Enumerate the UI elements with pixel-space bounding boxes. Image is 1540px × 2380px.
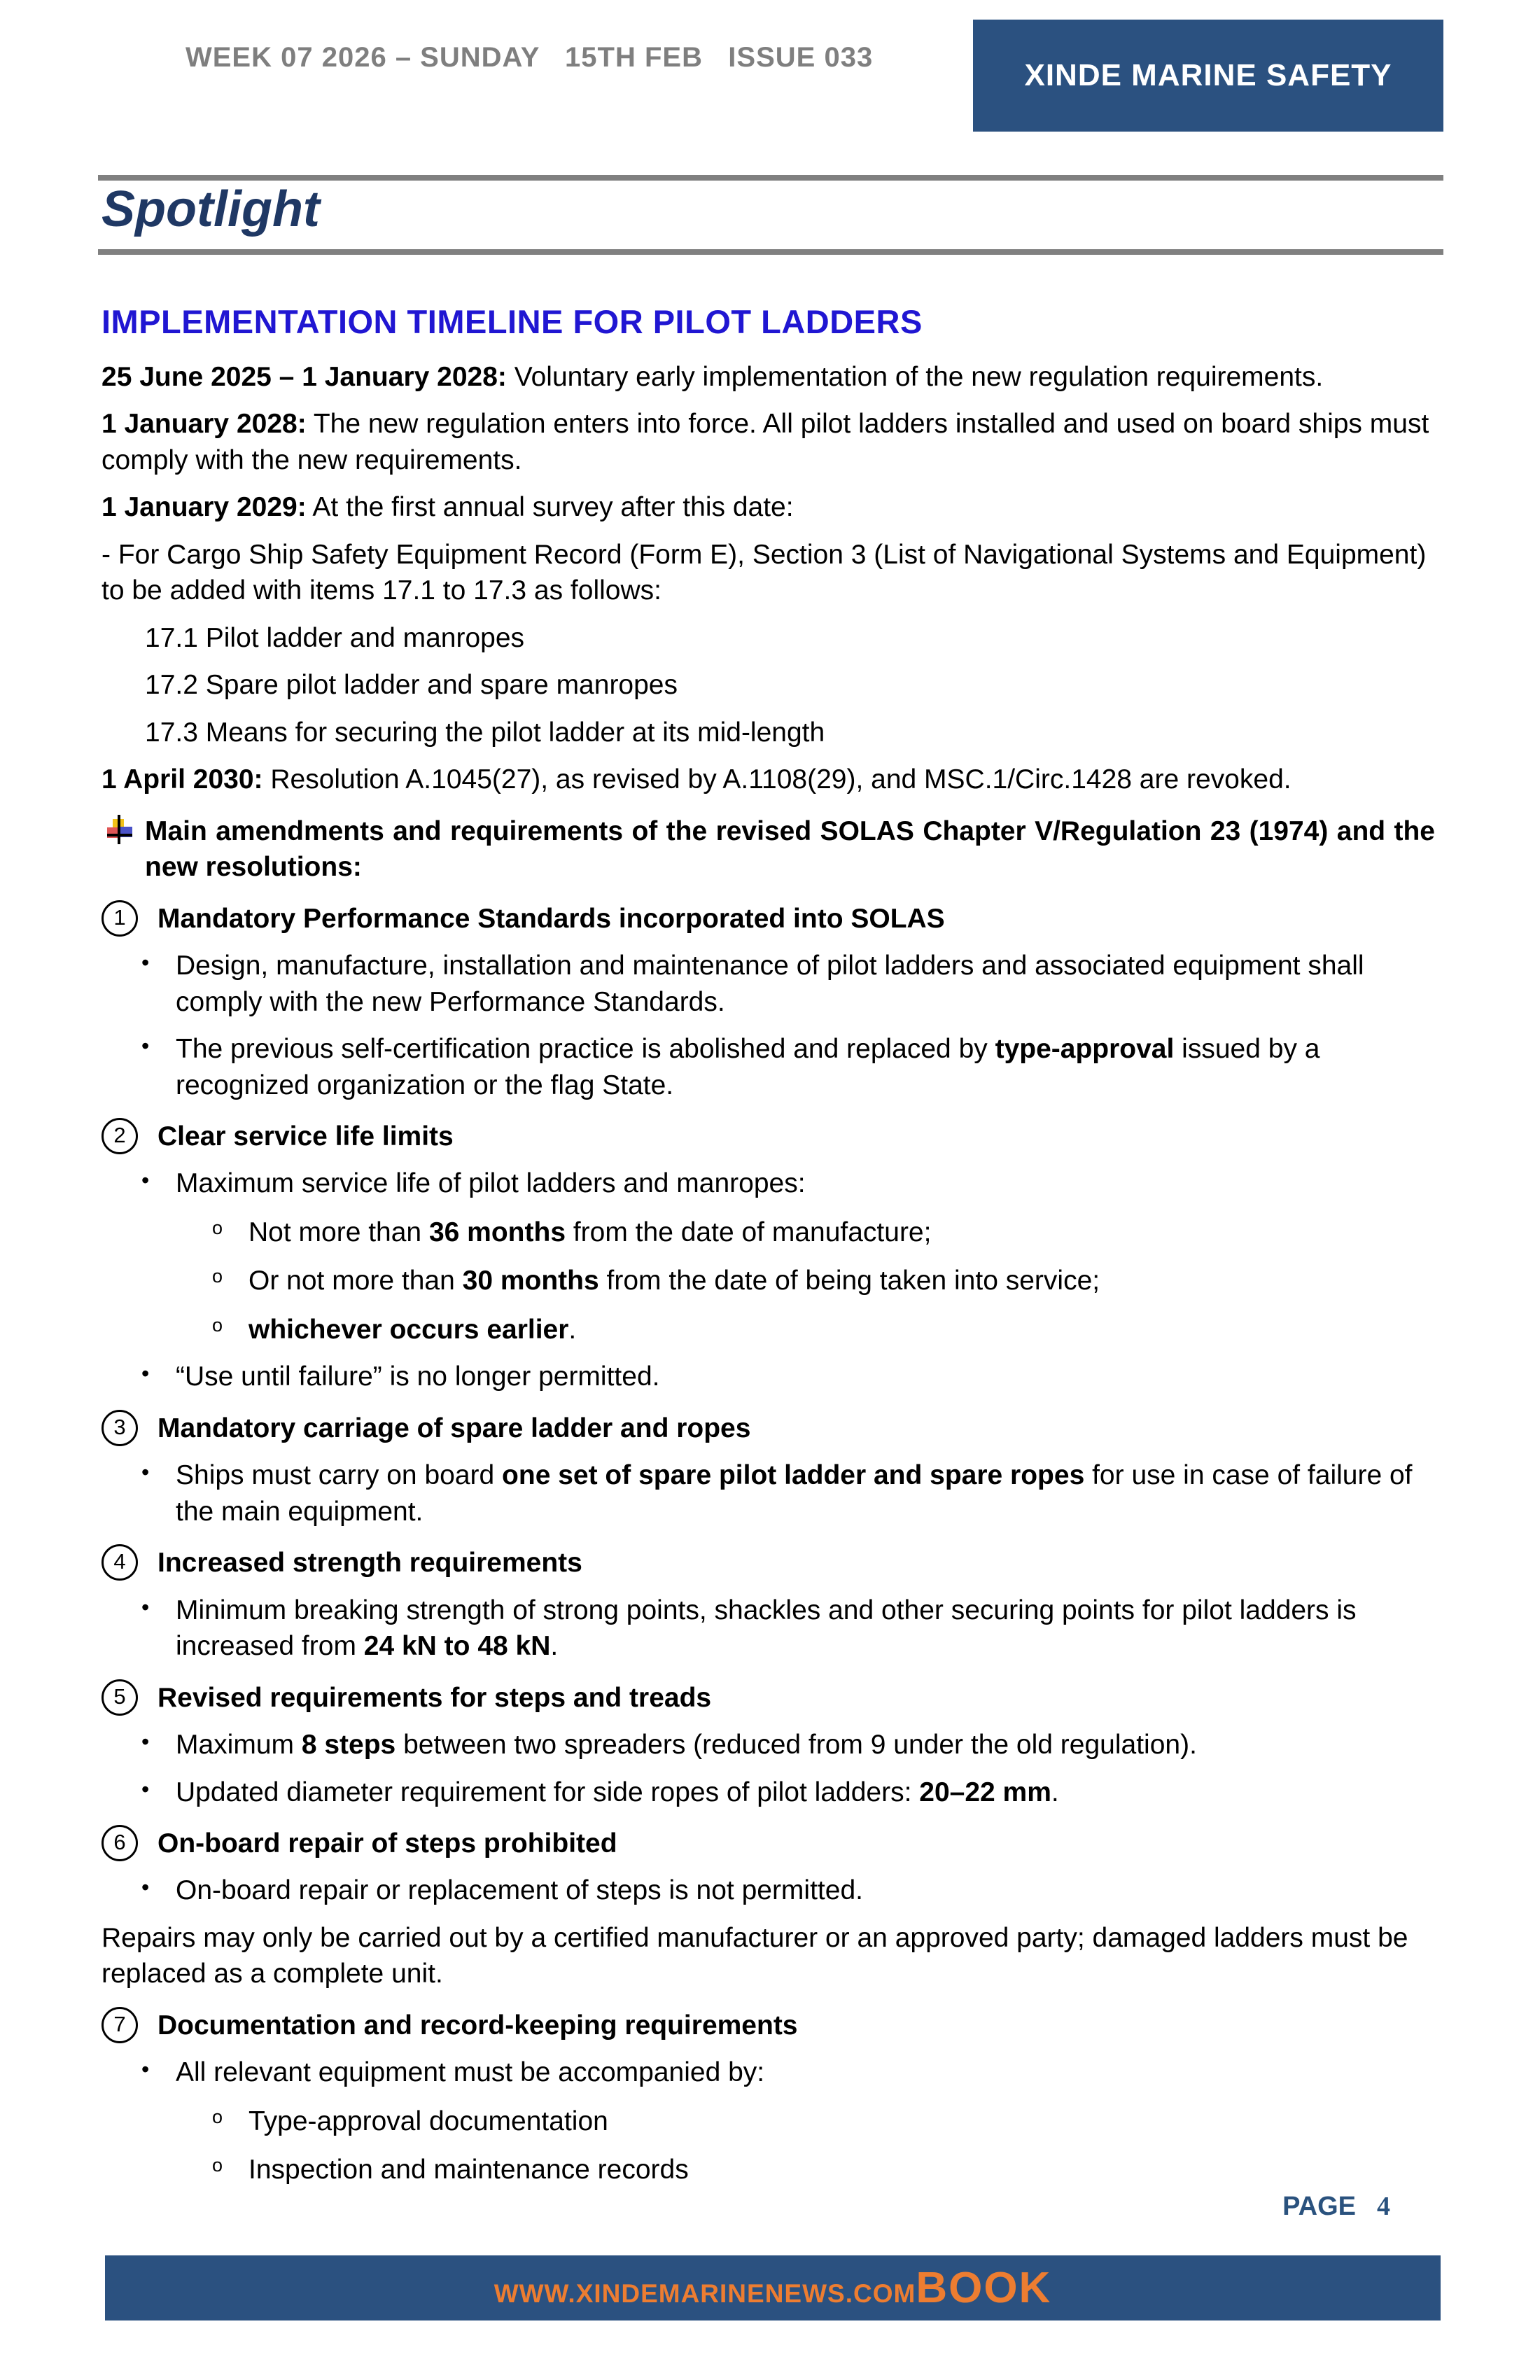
paragraph-text: Repairs may only be carried out by a certified manufacturer or an approved party; damaged ladders must be replaced as a complete unit. xyxy=(102,1922,1408,1989)
block-subbullet xyxy=(102,2104,1435,2139)
block-bullet xyxy=(102,1457,1435,1530)
bullet-dot-icon: • xyxy=(141,1729,150,1755)
page-number-label: PAGE xyxy=(1282,2192,1356,2221)
section-divider xyxy=(98,249,1443,255)
paragraph-text: Inspection and maintenance records xyxy=(248,2155,689,2185)
footer-text xyxy=(494,2263,1052,2313)
circled-number: 7 xyxy=(102,2007,138,2043)
bullet-dot-icon: • xyxy=(141,1776,150,1802)
paragraph-text: Minimum breaking strength of strong points, shackles and other securing points for pilot ladders is increased from 24 kN to 48 kN. xyxy=(176,1595,1357,1662)
block-indent xyxy=(102,667,1435,703)
block-subbullet xyxy=(102,2152,1435,2188)
bullet-dot-icon: • xyxy=(141,2057,150,2082)
page-number xyxy=(1282,2191,1390,2222)
block-bullet xyxy=(102,1031,1435,1103)
paragraph-text: - For Cargo Ship Safety Equipment Record (Form E), Section 3 (List of Navigational Systems and Equipment) to be added with items 17.1 to 17.3 as follows: xyxy=(102,539,1427,606)
article-heading: IMPLEMENTATION TIMELINE FOR PILOT LADDERS xyxy=(102,303,923,340)
block-p xyxy=(102,1920,1435,1992)
numbered-heading xyxy=(102,2008,1435,2043)
block-bullet xyxy=(102,1166,1435,1201)
sub-bullet-circle-icon: o xyxy=(212,2106,223,2127)
sub-bullet-circle-icon: o xyxy=(212,1266,223,1287)
block-bullet xyxy=(102,1592,1435,1665)
block-indent xyxy=(102,715,1435,750)
block-p xyxy=(102,359,1435,395)
paragraph-text: Type-approval documentation xyxy=(248,2106,608,2136)
paragraph-text: 1 April 2030: Resolution A.1045(27), as revised by A.1108(29), and MSC.1/Circ.1428 are revoked. xyxy=(102,764,1292,795)
block-p xyxy=(102,762,1435,797)
block-bullet xyxy=(102,1774,1435,1810)
paragraph-text: Clear service life limits xyxy=(158,1121,454,1152)
paragraph-text: 1 January 2028: The new regulation enters into force. All pilot ladders installed and used on board ships must comply with the new requirements. xyxy=(102,409,1429,475)
paragraph-text: 17.1 Pilot ladder and manropes xyxy=(145,622,525,653)
numbered-heading xyxy=(102,1545,1435,1581)
numbered-heading xyxy=(102,1826,1435,1861)
bullet-dot-icon: • xyxy=(141,1361,150,1387)
paragraph-text: Ships must carry on board one set of spare pilot ladder and spare ropes for use in case of failure of the main equipment. xyxy=(176,1460,1413,1527)
issue-line: WEEK 07 2026 – SUNDAY 15TH FEB ISSUE 033 xyxy=(186,42,874,73)
bullet-dot-icon: • xyxy=(141,950,150,976)
paragraph-text: Maximum 8 steps between two spreaders (reduced from 9 under the old regulation). xyxy=(176,1730,1197,1760)
footer-bar xyxy=(105,2255,1441,2320)
block-bullet xyxy=(102,2054,1435,2090)
paragraph-text: 17.2 Spare pilot ladder and spare manropes xyxy=(145,670,678,701)
block-subbullet xyxy=(102,1214,1435,1250)
section-title: Spotlight xyxy=(102,181,320,237)
bullet-dot-icon: • xyxy=(141,1033,150,1059)
paragraph-text: 1 January 2029: At the first annual survey after this date: xyxy=(102,492,794,523)
paragraph-text: Revised requirements for steps and treads xyxy=(158,1682,712,1713)
header-divider xyxy=(98,175,1443,181)
paragraph-text: Main amendments and requirements of the revised SOLAS Chapter V/Regulation 23 (1974) and the new resolutions: xyxy=(145,816,1435,883)
paragraph-text: Mandatory carriage of spare ladder and ropes xyxy=(158,1413,751,1443)
block-indent xyxy=(102,620,1435,656)
paragraph-text: On-board repair of steps prohibited xyxy=(158,1828,617,1858)
paragraph-text: Increased strength requirements xyxy=(158,1548,582,1578)
numbered-heading xyxy=(102,901,1435,937)
paragraph-text: Mandatory Performance Standards incorporated into SOLAS xyxy=(158,903,945,934)
bullet-dot-icon: • xyxy=(141,1594,150,1620)
footer-url[interactable]: WWW.XINDEMARINENEWS.COM xyxy=(493,2279,916,2308)
paragraph-text: Not more than 36 months from the date of manufacture; xyxy=(248,1217,932,1247)
page-number-value: 4 xyxy=(1377,2192,1390,2221)
paragraph-text: 25 June 2025 – 1 January 2028: Voluntary early implementation of the new regulation requirements. xyxy=(102,362,1324,392)
block-bullet xyxy=(102,1872,1435,1908)
circled-number: 5 xyxy=(102,1679,138,1716)
numbered-heading xyxy=(102,1410,1435,1446)
block-p xyxy=(102,537,1435,609)
block-bullet xyxy=(102,948,1435,1020)
block-p xyxy=(102,489,1435,525)
paragraph-text: All relevant equipment must be accompanied by: xyxy=(176,2057,765,2088)
paragraph-text: Documentation and record-keeping requirements xyxy=(158,2010,798,2040)
article-blocks xyxy=(102,359,1435,2188)
block-bullet xyxy=(102,1359,1435,1394)
block-bullet xyxy=(102,1727,1435,1763)
paragraph-text: Design, manufacture, installation and maintenance of pilot ladders and associated equipment shall comply with the new Performance Standards. xyxy=(176,951,1364,1017)
circled-number: 1 xyxy=(102,900,138,937)
article xyxy=(0,302,1540,2188)
block-flag xyxy=(102,813,1435,886)
paragraph-text: The previous self-certification practice is abolished and replaced by type-approval issued by a recognized organization or the flag State. xyxy=(176,1034,1320,1100)
footer-book-label: BOOK xyxy=(916,2264,1052,2312)
paragraph-text: On-board repair or replacement of steps is not permitted. xyxy=(176,1875,863,1906)
numbered-heading xyxy=(102,1680,1435,1716)
brand-title: XINDE MARINE SAFETY xyxy=(1024,58,1392,92)
sub-bullet-circle-icon: o xyxy=(212,2155,223,2176)
paragraph-text: Maximum service life of pilot ladders and manropes: xyxy=(176,1168,806,1199)
paragraph-text: Or not more than 30 months from the date of being taken into service; xyxy=(248,1266,1100,1296)
brand-box xyxy=(973,20,1443,132)
numbered-heading xyxy=(102,1119,1435,1154)
sub-bullet-circle-icon: o xyxy=(212,1217,223,1238)
circled-number: 6 xyxy=(102,1825,138,1861)
paragraph-text: “Use until failure” is no longer permitted. xyxy=(176,1362,660,1392)
block-subbullet xyxy=(102,1312,1435,1348)
bullet-dot-icon: • xyxy=(141,1168,150,1194)
paragraph-text: 17.3 Means for securing the pilot ladder at its mid-length xyxy=(145,717,825,748)
paragraph-text: whichever occurs earlier. xyxy=(248,1314,577,1345)
sub-bullet-circle-icon: o xyxy=(212,1314,223,1336)
block-subbullet xyxy=(102,1263,1435,1298)
block-p xyxy=(102,406,1435,478)
bullet-dot-icon: • xyxy=(141,1460,150,1485)
circled-number: 3 xyxy=(102,1410,138,1446)
bullet-dot-icon: • xyxy=(141,1875,150,1900)
colored-squares-icon xyxy=(104,815,138,848)
circled-number: 4 xyxy=(102,1544,138,1581)
paragraph-text: Updated diameter requirement for side ropes of pilot ladders: 20–22 mm. xyxy=(176,1777,1059,1807)
circled-number: 2 xyxy=(102,1118,138,1154)
